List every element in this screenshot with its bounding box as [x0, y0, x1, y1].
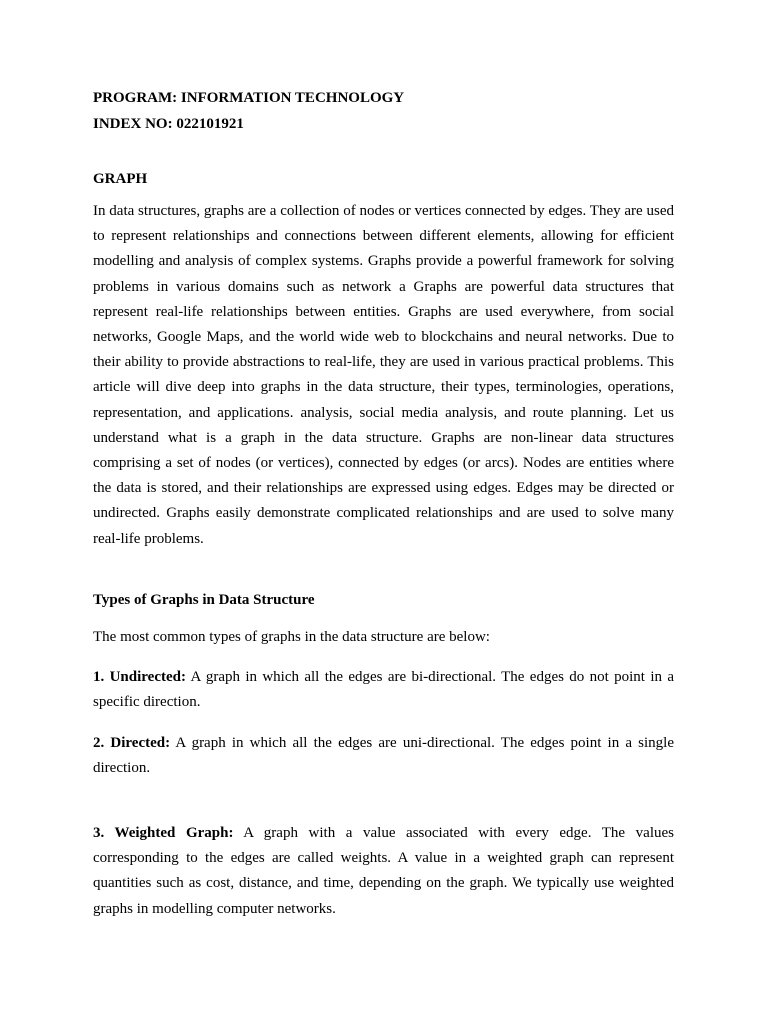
graph-paragraph: In data structures, graphs are a collection of nodes or vertices connected by edges. They are used to represent relationships and connections between different elements, allowing for efficient modelling and analysis of complex systems. Graphs provide a powerful framework for solving problems in various domains such as network a Graphs are powerful data structures that represent real-life relationships between entities. Graphs are used everywhere, from social networks, Google Maps, and the world wide web to blockchains and neural networks. Due to their ability to provide abstractions to real-life, they are used in various practical problems. This article will dive deep into graphs in the data structure, their types, terminologies, operations, representation, and applications. analysis, social media analysis, and route planning. Let us understand what is a graph in the data structure. Graphs are non-linear data structures comprising a set of nodes (or vertices), connected by edges (or arcs). Nodes are entities where the data is stored, and their relationships are expressed using edges. Edges may be directed or undirected. Graphs easily demonstrate complicated relationships and are used to solve many real-life problems. [93, 203, 674, 547]
index-number-line: INDEX NO: 022101921 [93, 116, 244, 132]
types-heading: Types of Graphs in Data Structure [93, 592, 315, 608]
type-description: A graph in which all the edges are bi-directional. The edges do not point in a specific direction. [93, 669, 674, 711]
type-description: A graph with a value associated with every edge. The values corresponding to the edges are called weights. A value in a weighted graph can represent quantities such as cost, distance, and time, depending on the graph. We typically use weighted graphs in modelling computer networks. [93, 825, 674, 917]
type-item-directed [93, 731, 674, 781]
type-label: 1. Undirected: [93, 669, 186, 685]
type-description: A graph in which all the edges are uni-directional. The edges point in a single direction. [93, 735, 674, 777]
graph-heading: GRAPH [93, 171, 148, 187]
type-item-undirected [93, 665, 674, 715]
program-line: PROGRAM: INFORMATION TECHNOLOGY [93, 90, 405, 106]
types-intro: The most common types of graphs in the data structure are below: [93, 629, 490, 645]
type-label: 2. Directed: [93, 735, 171, 751]
type-item-weighted [93, 821, 674, 922]
type-label: 3. Weighted Graph: [93, 825, 234, 841]
